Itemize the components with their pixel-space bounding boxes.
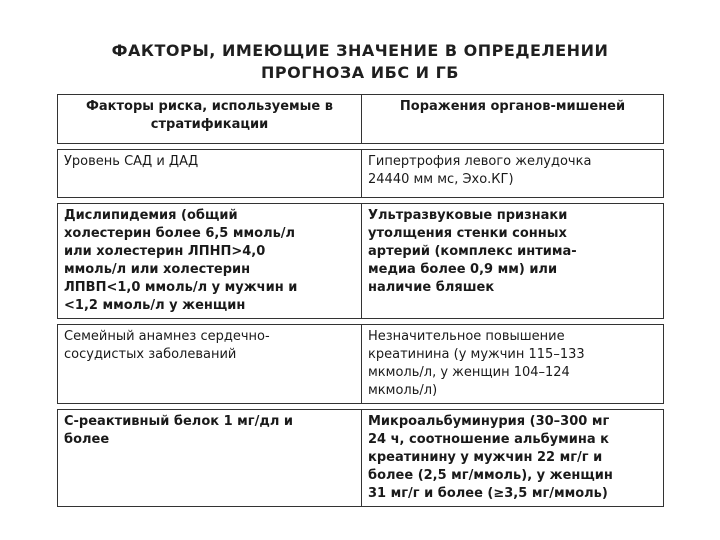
header-risk-factors: Факторы риска, используемые в стратификации: [58, 95, 362, 144]
table-row: [58, 325, 664, 404]
risk-factors-table: [57, 94, 664, 507]
cell-text: Ультразвуковые признаки утолщения стенки сонных артерий (комплекс интима- медиа более 0,9 мм) или наличие бляшек: [368, 208, 577, 295]
target-organ-cell: [362, 325, 664, 404]
target-organ-cell: [362, 204, 664, 319]
cell-text: Микроальбуминурия (30–300 мг 24 ч, соотношение альбумина к креатинину у мужчин 22 мг/г и более (2,5 мг/ммоль), у женщин 31 мг/г и более (≥3,5 мг/ммоль): [368, 414, 613, 501]
cell-text: Гипертрофия левого желудочка 24440 мм мс, Эхо.КГ): [368, 154, 592, 187]
risk-factor-cell: [58, 410, 362, 507]
table-row: [58, 204, 664, 319]
header-target-organs: Поражения органов-мишеней: [362, 95, 664, 144]
risk-factor-cell: [58, 325, 362, 404]
table-row: [58, 410, 664, 507]
cell-text: Дислипидемия (общий холестерин более 6,5 ммоль/л или холестерин ЛПНП>4,0 ммоль/л или холестерин ЛПВП<1,0 ммоль/л у мужчин и <1,2 ммоль/л у женщин: [64, 208, 298, 313]
cell-text: С-реактивный белок 1 мг/дл и более: [64, 414, 293, 447]
risk-factor-cell: [58, 150, 362, 198]
risk-factor-cell: [58, 204, 362, 319]
cell-text: Семейный анамнез сердечно- сосудистых заболеваний: [64, 329, 270, 362]
title-line-2: ПРОГНОЗА ИБС И ГБ: [261, 63, 459, 82]
title-line-1: ФАКТОРЫ, ИМЕЮЩИЕ ЗНАЧЕНИЕ В ОПРЕДЕЛЕНИИ: [111, 41, 609, 60]
cell-text: Уровень САД и ДАД: [64, 154, 199, 169]
table-header-row: [58, 95, 664, 144]
cell-text: Незначительное повышение креатинина (у мужчин 115–133 мкмоль/л, у женщин 104–124 мкмоль/л): [368, 329, 585, 398]
target-organ-cell: [362, 410, 664, 507]
table-row: [58, 150, 664, 198]
target-organ-cell: [362, 150, 664, 198]
page-title: [60, 40, 660, 84]
